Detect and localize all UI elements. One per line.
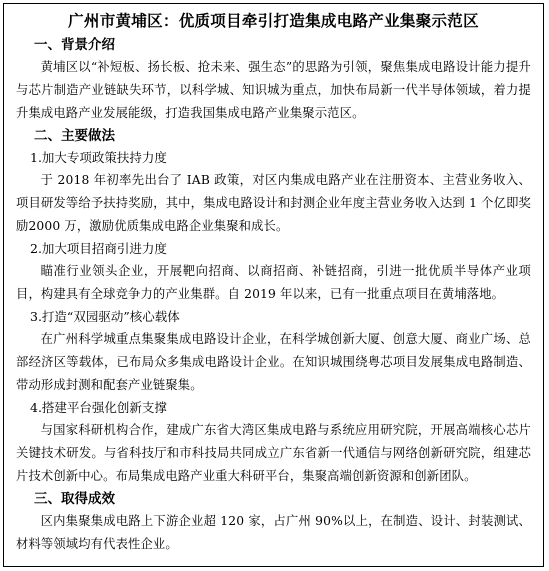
practice-4-paragraph: 与国家科研机构合作，建成广东省大湾区集成电路与系统应用研究院，开展高端核心芯片关键技术研发。与省科技厅和市科技局共同成立广东省新一代通信与网络创新研究院，组建芯片技术创新中心。布局集成电路产业重大科研平台，集聚高端创新资源和创新团队。 [16, 423, 531, 483]
practice-3-paragraph: 在广州科学城重点集聚集成电路设计企业，在科学城创新大厦、创意大厦、商业广场、总部经济区等载体，已布局众多集成电路设计企业。在知识城围绕粤芯项目发展集成电路制造、带动形成封测和配套产业链聚集。 [16, 332, 531, 392]
results-paragraph: 区内集聚集成电路上下游企业超 120 家，占广州 90%以上，在制造、设计、封装测试、材料等领域均有代表性企业。 [16, 514, 531, 551]
practice-2-paragraph: 瞄准行业领头企业，开展靶向招商、以商招商、补链招商，引进一批优质半导体产业项目，构建具有全球竞争力的产业集群。自 2019 年以来，已有一批重点项目在黄埔落地。 [16, 264, 531, 301]
section-heading-results: 三、取得成效 [34, 491, 115, 507]
background-paragraph: 黄埔区以“补短板、扬长板、抢未来、强生态”的思路为引领，聚焦集成电路设计能力提升与芯片制造产业链缺失环节，以科学城、知识城为重点，加快布局新一代半导体领域，着力提升集成电路产业发展能级，打造我国集成电路产业集聚示范区。 [16, 60, 531, 120]
section-heading-practices: 二、主要做法 [34, 128, 115, 144]
practice-3-title: 3.打造“双园驱动”核心载体 [30, 309, 180, 324]
document-title: 广州市黄埔区：优质项目牵引打造集成电路产业集聚示范区 [68, 11, 479, 30]
practice-1-title: 1.加大专项政策扶持力度 [30, 150, 167, 165]
practice-2-title: 2.加大项目招商引进力度 [30, 241, 167, 256]
section-heading-background: 一、背景介绍 [34, 37, 115, 53]
policy-text-box [3, 3, 544, 567]
practice-4-title: 4.搭建平台强化创新支撑 [30, 400, 167, 415]
practice-1-paragraph: 于 2018 年初率先出台了 IAB 政策，对区内集成电路产业在注册资本、主营业务收入、项目研发等给予扶持奖励，其中，集成电路设计和封测企业年度主营业务收入达到 1 个亿即奖励2000 万，激励优质集成电路企业集聚和成长。 [16, 173, 531, 233]
